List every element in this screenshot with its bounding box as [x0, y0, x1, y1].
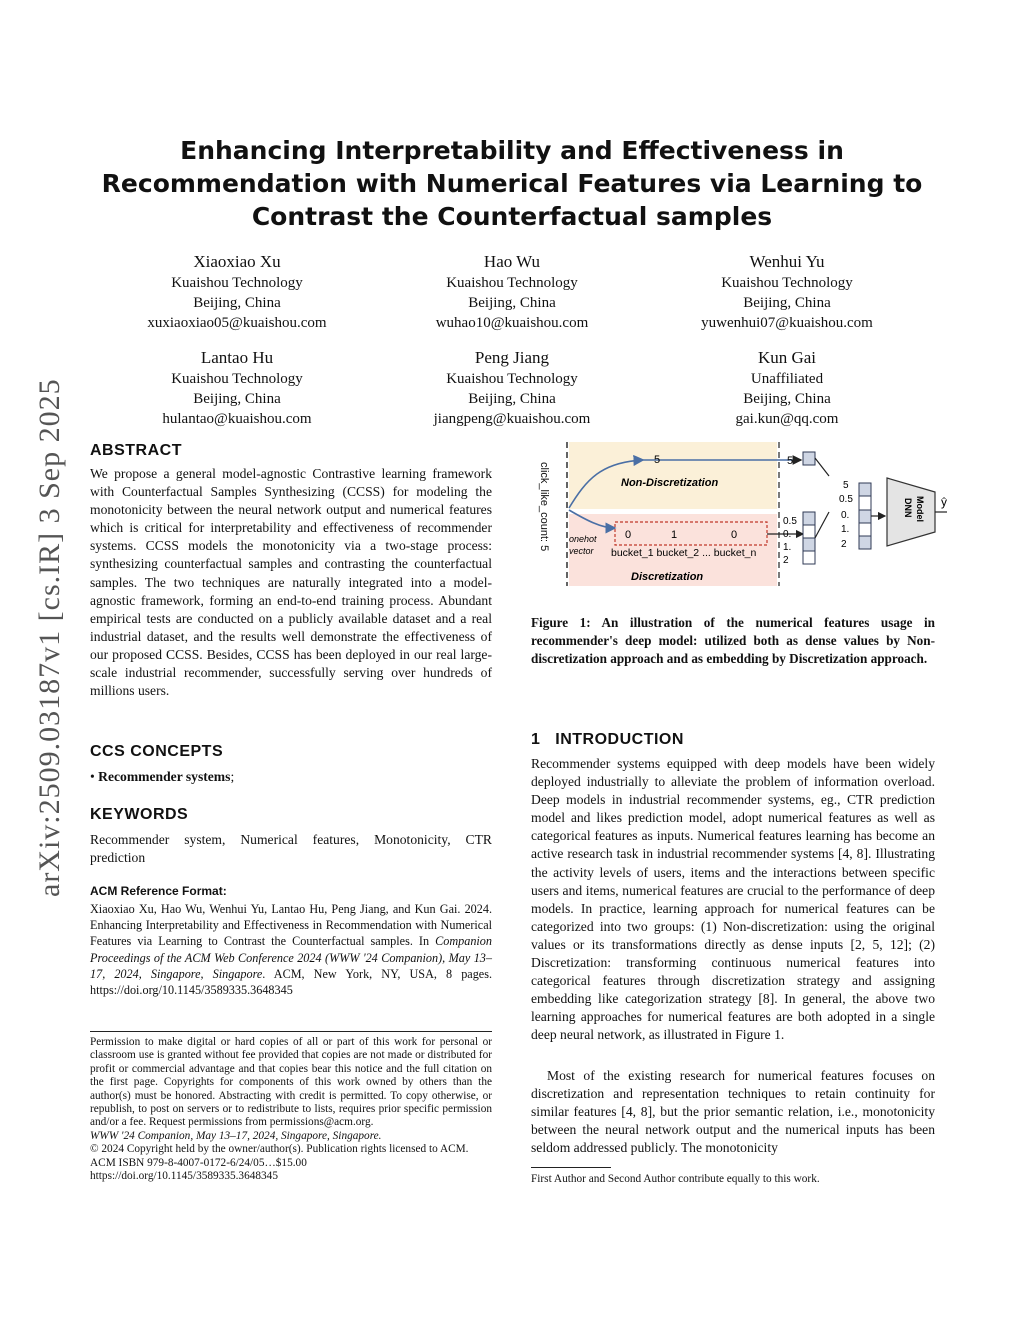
author-name: Wenhui Yu — [749, 252, 825, 271]
section-number: 1 — [531, 731, 541, 748]
author-card — [642, 251, 932, 333]
onehot-value: 0 — [625, 529, 632, 541]
concat-value: 2 — [841, 539, 847, 550]
ccs-concept: Recommender systems — [98, 769, 231, 784]
author-email: hulantao@kuaishou.com — [162, 411, 312, 427]
concat-value: 5 — [843, 480, 849, 491]
emb-value: 0.5 — [783, 516, 797, 527]
author-card — [92, 347, 382, 429]
concat-value: 1. — [841, 524, 850, 535]
author-card — [367, 251, 657, 333]
onehot-value: 1 — [671, 529, 678, 541]
abstract-heading: ABSTRACT — [90, 442, 182, 459]
author-affiliation: Unaffiliated — [750, 371, 824, 387]
author-location: Beijing, China — [468, 391, 556, 407]
author-affiliation: Kuaishou Technology — [446, 275, 578, 291]
keywords-text: Recommender system, Numerical features, Monotonicity, CTR prediction — [90, 832, 492, 866]
non-discretization-band — [569, 442, 777, 509]
permission-isbn: ACM ISBN 979-8-4007-0172-6/24/05…$15.00 — [90, 1156, 307, 1169]
dense-box — [803, 452, 815, 465]
footnote: First Author and Second Author contribute equally to this work. — [531, 1173, 820, 1185]
model-label: Model — [915, 496, 925, 522]
figure-1-diagram — [531, 440, 951, 590]
author-email: yuwenhui07@kuaishou.com — [701, 315, 873, 331]
concat-value: 0.5 — [839, 494, 853, 505]
paper-title: Enhancing Interpretability and Effectiveness in Recommendation with Numerical Features via Learning to Contrast the Counterfactual samples — [101, 136, 923, 231]
non-discretization-label: Non-Discretization — [621, 477, 719, 489]
intro-heading — [531, 731, 935, 749]
author-affiliation: Kuaishou Technology — [171, 275, 303, 291]
bucket-labels: bucket_1 bucket_2 ... bucket_n — [611, 547, 757, 559]
dense-value: 5 — [787, 455, 794, 467]
author-email: gai.kun@qq.com — [735, 411, 839, 427]
author-card — [642, 347, 932, 429]
intro-paragraph: Most of the existing research for numerical features focuses on discretization and representation techniques to retain continuity for similar features [4, 8], but the prior semantic relation, i.e., monotonicity between the neural network output and the numerical inputs has been seldom addressed publicly. The monotonicity — [531, 1068, 935, 1156]
acm-ref-heading: ACM Reference Format: — [90, 884, 227, 898]
author-name: Xiaoxiao Xu — [193, 252, 281, 271]
ccs-heading: CCS CONCEPTS — [90, 743, 224, 760]
author-card — [367, 347, 657, 429]
acm-ref-venue: Companion Proceedings of the ACM Web Conference 2024 (WWW '24 Companion), May 13–17, 2024, Singapore, Singapore — [90, 934, 492, 981]
keywords-heading: KEYWORDS — [90, 806, 189, 823]
acm-ref-text — [90, 901, 492, 998]
permission-doi: https://doi.org/10.1145/3589335.3648345 — [90, 1170, 278, 1183]
author-affiliation: Kuaishou Technology — [721, 275, 853, 291]
permission-text: Permission to make digital or hard copies of all or part of this work for personal or classroom use is granted without fee provided that copies are not made or distributed for profit or commercial advantage and that copies bear this notice and the full citation on the first page. Copyrights for components of this work owned by others than the author(s) must be honored. Abstracting with credit is permitted. To copy otherwise, or republish, to post on servers or to redistribute to lists, requires prior specific permission and/or a fee. Request permissions from permissions@acm.org. — [90, 1036, 492, 1129]
acm-ref-authors: Xiaoxiao Xu, Hao Wu, Wenhui Yu, Lantao Hu, Peng Jiang, and Kun Gai. 2024. Enhancing Interpretability and Effectiveness in Recommendation with Numerical Features via Learning to Contrast the Counterfactual samples. In — [90, 902, 492, 949]
footnote-rule — [531, 1167, 611, 1168]
author-location: Beijing, China — [743, 295, 831, 311]
ccs-item — [90, 768, 492, 786]
permission-copyright: © 2024 Copyright held by the owner/author(s). Publication rights licensed to ACM. — [90, 1143, 469, 1156]
author-location: Beijing, China — [468, 295, 556, 311]
discretization-label: Discretization — [631, 571, 704, 583]
permission-block — [90, 1036, 492, 1183]
author-email: wuhao10@kuaishou.com — [435, 315, 589, 331]
feature-label: click_like_count: 5 — [538, 462, 550, 552]
emb-value: 2 — [783, 555, 789, 566]
author-email: xuxiaoxiao05@kuaishou.com — [147, 315, 327, 331]
vector-label: vector — [569, 546, 594, 556]
permission-venue: WWW '24 Companion, May 13–17, 2024, Singapore, Singapore. — [90, 1129, 382, 1142]
author-name: Lantao Hu — [200, 348, 274, 367]
author-name: Kun Gai — [757, 348, 817, 367]
author-name: Hao Wu — [483, 252, 541, 271]
onehot-label: onehot — [569, 534, 597, 544]
onehot-value: 0 — [731, 529, 738, 541]
author-location: Beijing, China — [193, 295, 281, 311]
top-value: 5 — [654, 454, 661, 466]
author-affiliation: Kuaishou Technology — [171, 371, 303, 387]
abstract-text: We propose a general model-agnostic Contrastive learning framework with Counterfactual Samples Synthesizing (CCSS) for modeling the monotonicity between the neural network output and numerical features which is critical for interpretability and effectiveness of recommender systems. CCSS models the monotonicity via a two-stage process: synthesizing counterfactual samples and contrasting the counterfactual samples. The two techniques are naturally integrated into a model-agnostic framework, forming an end-to-end training process. Abundant empirical tests are conducted on a publicly available dataset and a real industrial dataset, and the results well demonstrate the effectiveness of our proposed CCSS. Besides, CCSS has been deployed in our real large-scale industrial recommender, successfully serving over hundreds of millions users. — [90, 466, 492, 699]
emb-value: 1. — [783, 542, 792, 553]
author-card — [92, 251, 382, 333]
intro-paragraph: Recommender systems equipped with deep models have been widely deployed industrially to alleviate the problem of information overload. Deep models in industrial recommender systems, eg., CTR prediction model and likes prediction model, adopt numerical features as well as categorical features as inputs. Numerical features learning has become an active research task in industrial recommender systems [4, 8]. Illustrating the activity levels of users, items and the interactions between specific users and items, numerical features are crucial to the performance of deep models. In practice, learning approach for numerical features can be categorized into two groups: (1) Non-discretization: using the original values or its transformations directly as dense inputs [2, 5, 12]; (2) Discretization: transforming continuous numerical features into categorical features through discretization strategy and assigning embedding like categorization strategy [8]. In general, the above two learning approaches for numerical features are both adopted in a single deep neural network, as illustrated in Figure 1. — [531, 756, 935, 1043]
section-title: INTRODUCTION — [555, 731, 684, 748]
dnn-label: DNN — [903, 498, 913, 518]
arxiv-stamp: arXiv:2509.03187v1 [cs.IR] 3 Sep 2025 — [33, 378, 66, 897]
ccs-bullet: • — [90, 769, 95, 784]
emb-value: 0. — [783, 529, 792, 540]
author-name: Peng Jiang — [474, 348, 550, 367]
author-location: Beijing, China — [743, 391, 831, 407]
author-affiliation: Kuaishou Technology — [446, 371, 578, 387]
author-email: jiangpeng@kuaishou.com — [433, 411, 591, 427]
acm-ref-tail: . ACM, New York, NY, USA, 8 pages. https://doi.org/10.1145/3589335.3648345 — [90, 966, 493, 998]
author-location: Beijing, China — [193, 391, 281, 407]
figure-caption: Figure 1: An illustration of the numerical features usage in recommender's deep model: utilized both as dense values by Non-discretization approach and as embedding by Discretization approach. — [531, 615, 935, 667]
footer-rule — [90, 1031, 492, 1032]
concat-value: 0. — [841, 510, 850, 521]
ccs-suffix: ; — [230, 769, 235, 784]
output-label: ŷ — [941, 495, 947, 509]
